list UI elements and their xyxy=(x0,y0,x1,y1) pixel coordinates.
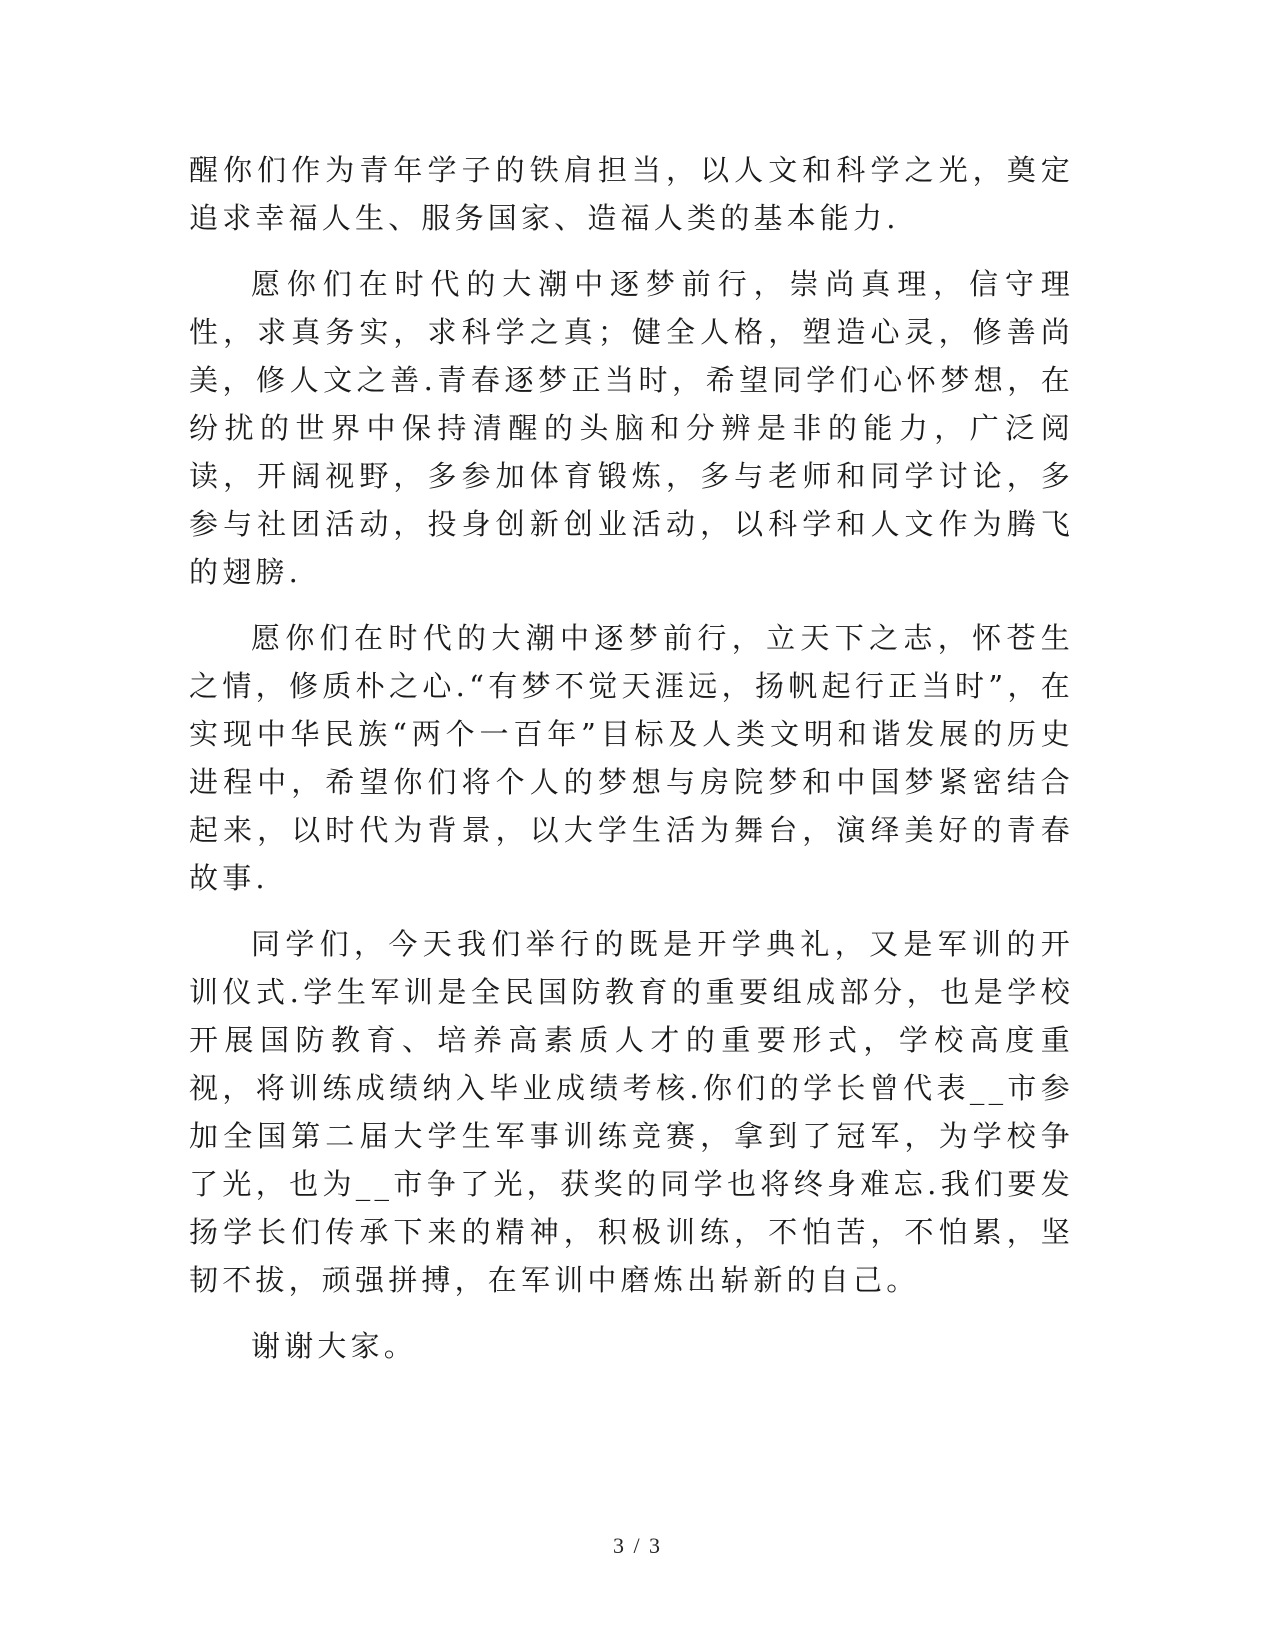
paragraph-2: 愿你们在时代的大潮中逐梦前行，崇尚真理，信守理性，求真务实，求科学之真；健全人格，塑造心灵，修善尚美，修人文之善.青春逐梦正当时，希望同学们心怀梦想，在纷扰的世界中保持清醒的头脑和分辨是非的能力，广泛阅读，开阔视野，多参加体育锻炼，多与老师和同学讨论，多参与社团活动，投身创新创业活动，以科学和人文作为腾飞的翅膀. xyxy=(189,267,1074,589)
paragraph-5: 谢谢大家。 xyxy=(251,1329,418,1363)
paragraph-3: 愿你们在时代的大潮中逐梦前行，立天下之志，怀苍生之情，修质朴之心.“有梦不觉天涯远，扬帆起行正当时”，在实现中华民族“两个一百年”目标及人类文明和谐发展的历史进程中，希望你们将个人的梦想与房院梦和中国梦紧密结合起来，以时代为背景，以大学生活为舞台，演绎美好的青春故事. xyxy=(189,621,1074,895)
body-text xyxy=(189,146,1074,1388)
paragraph-1: 醒你们作为青年学子的铁肩担当，以人文和科学之光，奠定追求幸福人生、服务国家、造福人类的基本能力. xyxy=(189,153,1074,235)
paragraph-4: 同学们，今天我们举行的既是开学典礼，又是军训的开训仪式.学生军训是全民国防教育的重要组成部分，也是学校开展国防教育、培养高素质人才的重要形式，学校高度重视，将训练成绩纳入毕业成绩考核.你们的学长曾代表__市参加全国第二届大学生军事训练竞赛，拿到了冠军，为学校争了光，也为__市争了光，获奖的同学也将终身难忘.我们要发扬学长们传承下来的精神，积极训练，不怕苦，不怕累，坚韧不拔，顽强拼搏，在军训中磨炼出崭新的自己。 xyxy=(189,927,1074,1297)
page-number: 3 / 3 xyxy=(612,1533,663,1558)
